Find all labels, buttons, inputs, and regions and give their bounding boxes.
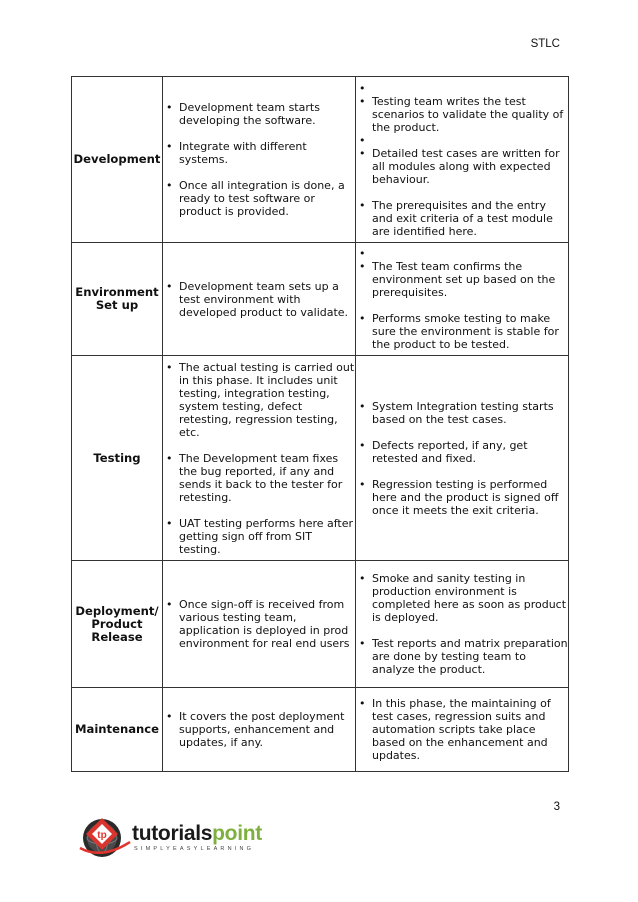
phase-label-line: Set up	[95, 298, 139, 312]
development-activities-cell	[163, 77, 356, 243]
list-item: • Performs smoke testing to make sure the environment is stable for the product to be tested.	[356, 312, 568, 351]
phase-cell	[72, 688, 163, 772]
list-item: • Integrate with different systems.	[163, 140, 355, 166]
testing-activities-cell	[356, 561, 569, 688]
tutorialspoint-logo-icon	[76, 808, 132, 864]
bullet-list	[356, 82, 568, 238]
table-row	[72, 356, 569, 561]
table-row	[72, 243, 569, 356]
testing-activities-cell	[356, 688, 569, 772]
list-item: • The prerequisites and the entry and exit criteria of a test module are identified here.	[356, 199, 568, 238]
list-item: • Development team starts developing the software.	[163, 101, 355, 127]
bullet-list	[163, 361, 355, 556]
bullet-list	[356, 247, 568, 351]
phase-label-line: Deployment/	[75, 603, 159, 618]
logo-word-main: tutorials	[132, 822, 213, 845]
page-number: 3	[553, 801, 560, 813]
list-item: • Smoke and sanity testing in production environment is completed here as soon as product is deployed.	[356, 572, 568, 624]
empty-list-item	[356, 134, 568, 147]
list-item: • In this phase, the maintaining of test cases, regression suits and automation scripts take place based on the enhancement and updates.	[356, 697, 568, 762]
empty-list-item	[356, 247, 568, 260]
list-item: • The Development team fixes the bug reported, if any and sends it back to the tester for retesting.	[163, 452, 355, 504]
testing-activities-cell	[356, 243, 569, 356]
bullet-list	[356, 697, 568, 762]
phase-label: Maintenance	[74, 722, 160, 736]
development-activities-cell	[163, 688, 356, 772]
list-item: • Once sign-off is received from various testing team, application is deployed in prod environment for real end users	[163, 598, 355, 650]
list-item: • Detailed test cases are written for all modules along with expected behaviour.	[356, 147, 568, 186]
phase-label: Development	[73, 152, 161, 166]
svg-text:tp: tp	[97, 830, 107, 841]
development-activities-cell	[163, 561, 356, 688]
stlc-phases-table	[71, 76, 569, 772]
phase-cell	[72, 77, 163, 243]
development-activities-cell	[163, 243, 356, 356]
list-item: • The actual testing is carried out in this phase. It includes unit testing, integration testing, system testing, defect retesting, regression testing, etc.	[163, 361, 355, 439]
empty-list-item	[356, 82, 568, 95]
phase-label-line: Environment	[75, 285, 159, 299]
list-item: • Testing team writes the test scenarios to validate the quality of the product.	[356, 95, 568, 134]
list-item: • UAT testing performs here after getting sign off from SIT testing.	[163, 517, 355, 556]
tutorialspoint-logo	[76, 808, 276, 864]
phase-cell	[72, 561, 163, 688]
development-activities-cell	[163, 356, 356, 561]
running-header: STLC	[530, 38, 560, 50]
table-row	[72, 688, 569, 772]
bullet-list	[163, 710, 355, 749]
logo-word-accent: point	[212, 822, 262, 845]
phase-label-line: Product	[91, 616, 143, 631]
bullet-list	[356, 400, 568, 517]
bullet-list	[356, 572, 568, 676]
table-row	[72, 561, 569, 688]
list-item: • Test reports and matrix preparation are done by testing team to analyze the product.	[356, 637, 568, 676]
list-item: • Regression testing is performed here and the product is signed off once it meets the exit criteria.	[356, 478, 568, 517]
phase-label: Testing	[93, 450, 141, 465]
bullet-list	[163, 101, 355, 218]
table-row	[72, 77, 569, 243]
phase-cell	[72, 243, 163, 356]
testing-activities-cell	[356, 77, 569, 243]
bullet-list	[163, 280, 355, 319]
list-item: • Development team sets up a test environment with developed product to validate.	[163, 280, 355, 319]
phase-cell	[72, 356, 163, 561]
bullet-list	[163, 598, 355, 650]
list-item: • System Integration testing starts based on the test cases.	[356, 400, 568, 426]
logo-tagline: SIMPLYEASYLEARNING	[134, 846, 255, 852]
logo-wordmark	[132, 822, 262, 846]
testing-activities-cell	[356, 356, 569, 561]
list-item: • Once all integration is done, a ready to test software or product is provided.	[163, 179, 355, 218]
phase-label-line: Release	[91, 629, 143, 644]
list-item: • The Test team confirms the environment set up based on the prerequisites.	[356, 260, 568, 299]
list-item: • Defects reported, if any, get retested and fixed.	[356, 439, 568, 465]
list-item: • It covers the post deployment supports, enhancement and updates, if any.	[163, 710, 355, 749]
